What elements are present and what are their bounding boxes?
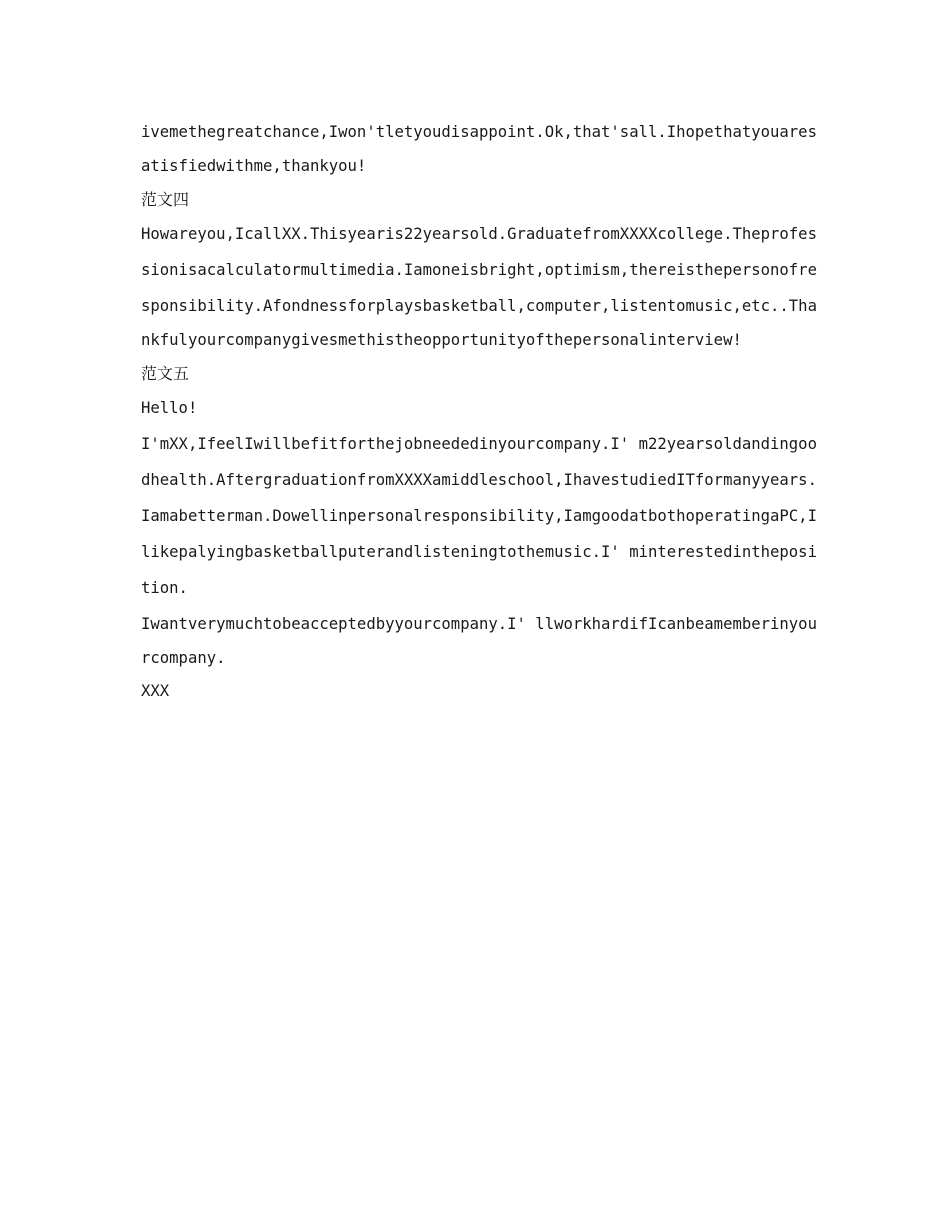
paragraph-line: Iamabetterman.Dowellinpersonalresponsibility,IamgoodatbothoperatingaPC,I bbox=[141, 507, 817, 525]
paragraph-line: I'mXX,IfeelIwillbefitforthejobneededinyourcompany.I' m22yearsoldandingoo bbox=[141, 435, 817, 453]
paragraph-line: sionisacalculatormultimedia.Iamoneisbright,optimism,thereisthepersonofre bbox=[141, 261, 817, 279]
paragraph-line: ivemethegreatchance,Iwon'tletyoudisappoint.Ok,that'sall.Ihopethatyouares bbox=[141, 123, 817, 141]
paragraph-line: Iwantverymuchtobeacceptedbyyourcompany.I' llworkhardifIcanbeamemberinyou bbox=[141, 615, 817, 633]
paragraph-line: dhealth.AftergraduationfromXXXXamiddleschool,IhavestudiedITformanyyears. bbox=[141, 471, 817, 489]
paragraph-line: nkfulyourcompanygivesmethistheopportunityofthepersonalinterview! bbox=[141, 331, 742, 349]
section-heading: 范文五 bbox=[141, 364, 190, 383]
paragraph-line: Howareyou,IcallXX.Thisyearis22yearsold.GraduatefromXXXXcollege.Theprofes bbox=[141, 225, 817, 243]
paragraph-line: Hello! bbox=[141, 399, 198, 417]
paragraph-line: tion. bbox=[141, 579, 188, 597]
paragraph-line: sponsibility.Afondnessforplaysbasketball,computer,listentomusic,etc..Tha bbox=[141, 297, 817, 315]
document-body bbox=[141, 114, 817, 708]
paragraph-line: rcompany. bbox=[141, 649, 226, 667]
signature-line: XXX bbox=[141, 682, 170, 700]
section-heading: 范文四 bbox=[141, 190, 190, 209]
paragraph-line: atisfiedwithme,thankyou! bbox=[141, 157, 367, 175]
paragraph-line: likepalyingbasketballputerandlisteningtothemusic.I' minterestedintheposi bbox=[141, 543, 817, 561]
